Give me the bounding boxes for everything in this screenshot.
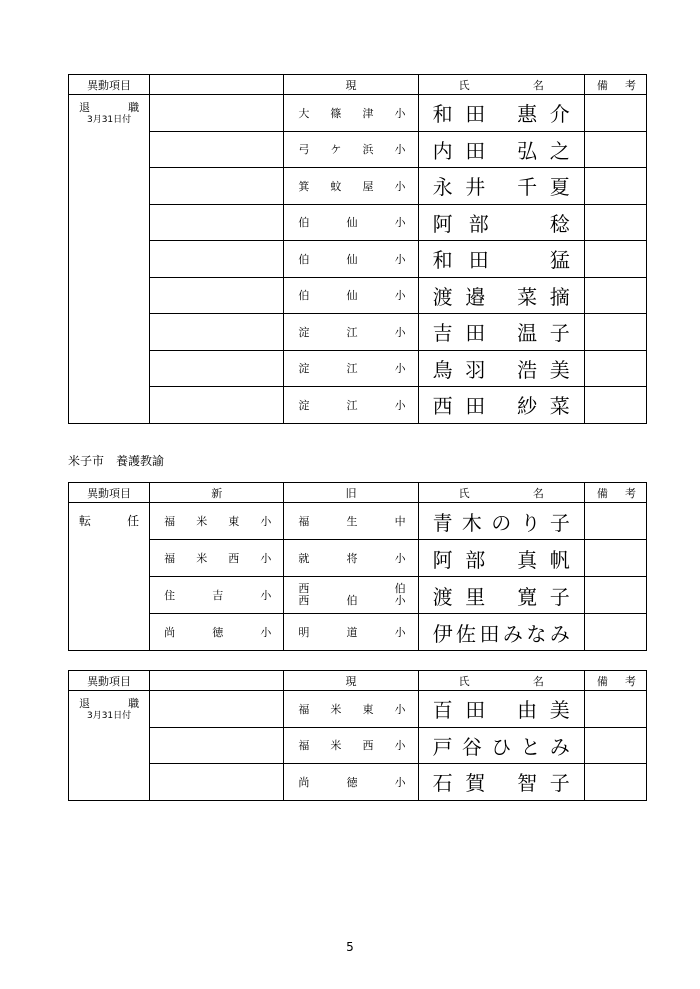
table-row bbox=[69, 131, 647, 168]
section-caption: 米子市 養護教諭 bbox=[68, 454, 165, 468]
current-school: 淀 江 小 bbox=[284, 314, 418, 351]
person-name: 青 木 の り 子 bbox=[418, 503, 584, 540]
table-row bbox=[69, 727, 647, 764]
table-row bbox=[69, 314, 647, 351]
table-row bbox=[69, 168, 647, 205]
table-row bbox=[69, 241, 647, 278]
current-school: 福 米 東 小 bbox=[284, 691, 418, 728]
new-school: 福 米 西 小 bbox=[150, 540, 284, 577]
header-type: 異動項目 bbox=[69, 671, 150, 691]
header-old: 旧 bbox=[284, 483, 418, 503]
person-name: 百 田 由 美 bbox=[418, 691, 584, 728]
new-school: 福 米 東 小 bbox=[150, 503, 284, 540]
remarks-cell bbox=[584, 241, 646, 278]
person-name: 石 賀 智 子 bbox=[418, 764, 584, 801]
current-school: 伯 仙 小 bbox=[284, 204, 418, 241]
blank-cell bbox=[150, 168, 284, 205]
person-name: 阿 部 真 帆 bbox=[418, 540, 584, 577]
table-row bbox=[69, 503, 647, 540]
header-remarks: 備 考 bbox=[584, 671, 646, 691]
person-name: 戸 谷 ひ と み bbox=[418, 727, 584, 764]
blank-cell bbox=[150, 95, 284, 132]
blank-cell bbox=[150, 204, 284, 241]
change-type-cell bbox=[69, 691, 150, 801]
old-school: 明 道 小 bbox=[284, 614, 418, 651]
blank-cell bbox=[150, 314, 284, 351]
change-type-cell bbox=[69, 95, 150, 424]
table-row bbox=[69, 277, 647, 314]
new-school: 住 吉 小 bbox=[150, 577, 284, 614]
change-type-cell bbox=[69, 503, 150, 651]
blank-cell bbox=[150, 277, 284, 314]
change-type-label: 退 職 bbox=[79, 101, 140, 114]
remarks-cell bbox=[584, 95, 646, 132]
current-school: 大 篠 津 小 bbox=[284, 95, 418, 132]
person-name: 鳥 羽 浩 美 bbox=[418, 350, 584, 387]
blank-cell bbox=[150, 387, 284, 424]
person-name: 渡 邉 菜 摘 bbox=[418, 277, 584, 314]
header-new: 新 bbox=[150, 483, 284, 503]
remarks-cell bbox=[584, 277, 646, 314]
header-name: 氏 名 bbox=[418, 671, 584, 691]
current-school: 箕 蚊 屋 小 bbox=[284, 168, 418, 205]
header-type: 異動項目 bbox=[69, 483, 150, 503]
table-header-row bbox=[69, 75, 647, 95]
person-name: 内 田 弘 之 bbox=[418, 131, 584, 168]
header-name: 氏 名 bbox=[418, 75, 584, 95]
header-remarks: 備 考 bbox=[584, 75, 646, 95]
header-current: 現 bbox=[284, 75, 418, 95]
header-blank bbox=[150, 671, 284, 691]
current-school: 伯 仙 小 bbox=[284, 277, 418, 314]
table-row bbox=[69, 95, 647, 132]
header-remarks: 備 考 bbox=[584, 483, 646, 503]
person-name: 渡 里 寛 子 bbox=[418, 577, 584, 614]
change-type-label: 転 任 bbox=[79, 514, 140, 528]
blank-cell bbox=[150, 727, 284, 764]
blank-cell bbox=[150, 241, 284, 278]
remarks-cell bbox=[584, 204, 646, 241]
person-name: 和 田 惠 介 bbox=[418, 95, 584, 132]
person-name: 和 田 猛 bbox=[418, 241, 584, 278]
remarks-cell bbox=[584, 691, 646, 728]
retirement-table-2 bbox=[68, 670, 647, 801]
header-name: 氏 名 bbox=[418, 483, 584, 503]
new-school: 尚 徳 小 bbox=[150, 614, 284, 651]
old-school: 福 生 中 bbox=[284, 503, 418, 540]
remarks-cell bbox=[584, 387, 646, 424]
table-header-row bbox=[69, 671, 647, 691]
table-header-row bbox=[69, 483, 647, 503]
remarks-cell bbox=[584, 614, 646, 651]
remarks-cell bbox=[584, 503, 646, 540]
table-row bbox=[69, 540, 647, 577]
person-name: 吉 田 温 子 bbox=[418, 314, 584, 351]
person-name: 阿 部 稔 bbox=[418, 204, 584, 241]
table-row bbox=[69, 350, 647, 387]
change-type-label: 退 職 bbox=[79, 697, 140, 710]
table-row bbox=[69, 204, 647, 241]
remarks-cell bbox=[584, 168, 646, 205]
remarks-cell bbox=[584, 131, 646, 168]
current-school: 淀 江 小 bbox=[284, 350, 418, 387]
person-name: 伊 佐 田 み な み bbox=[418, 614, 584, 651]
remarks-cell bbox=[584, 540, 646, 577]
table-row bbox=[69, 387, 647, 424]
blank-cell bbox=[150, 691, 284, 728]
old-school: 西 伯 西 伯 小 bbox=[284, 577, 418, 614]
header-blank bbox=[150, 75, 284, 95]
remarks-cell bbox=[584, 314, 646, 351]
blank-cell bbox=[150, 764, 284, 801]
remarks-cell bbox=[584, 764, 646, 801]
current-school: 淀 江 小 bbox=[284, 387, 418, 424]
table-row bbox=[69, 691, 647, 728]
table-row bbox=[69, 764, 647, 801]
blank-cell bbox=[150, 350, 284, 387]
header-current: 現 bbox=[284, 671, 418, 691]
transfer-table bbox=[68, 482, 647, 651]
current-school: 福 米 西 小 bbox=[284, 727, 418, 764]
person-name: 永 井 千 夏 bbox=[418, 168, 584, 205]
retirement-table-1 bbox=[68, 74, 647, 424]
page-number: 5 bbox=[346, 940, 354, 954]
blank-cell bbox=[150, 131, 284, 168]
current-school: 尚 徳 小 bbox=[284, 764, 418, 801]
remarks-cell bbox=[584, 727, 646, 764]
current-school: 弓 ケ 浜 小 bbox=[284, 131, 418, 168]
remarks-cell bbox=[584, 350, 646, 387]
current-school: 伯 仙 小 bbox=[284, 241, 418, 278]
change-date: 3月31日付 bbox=[86, 115, 132, 125]
table-row bbox=[69, 577, 647, 614]
person-name: 西 田 紗 菜 bbox=[418, 387, 584, 424]
header-type: 異動項目 bbox=[69, 75, 150, 95]
table-row bbox=[69, 614, 647, 651]
old-school: 就 将 小 bbox=[284, 540, 418, 577]
change-date: 3月31日付 bbox=[86, 711, 132, 721]
remarks-cell bbox=[584, 577, 646, 614]
